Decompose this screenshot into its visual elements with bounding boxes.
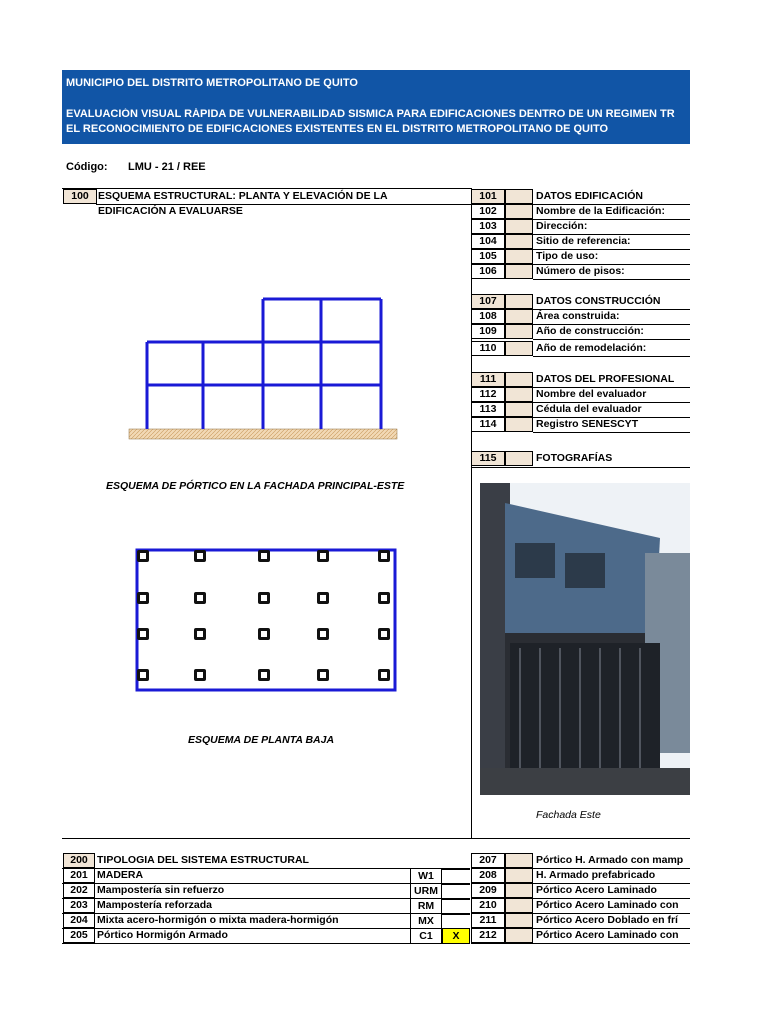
- fotografias-num: 115: [471, 451, 505, 466]
- tipologia-code: URM: [410, 883, 442, 899]
- datos-edificacion-spacer: [505, 249, 533, 264]
- tipologia-num: 203: [63, 898, 95, 913]
- fotografias-rule: [471, 467, 690, 468]
- plan-column-core-3-1: [197, 672, 203, 678]
- tipologia-num: 201: [63, 868, 95, 883]
- plan-schematic: [128, 540, 408, 700]
- datos-profesional-spacer: [505, 402, 533, 417]
- datos-profesional-num: 114: [471, 417, 505, 432]
- datos-construccion-spacer: [505, 341, 533, 356]
- plan-column-core-2-0: [140, 631, 146, 637]
- datos-construccion-num: 109: [471, 324, 505, 339]
- tipologia-right-label: H. Armado prefabricado: [536, 869, 656, 881]
- datos-profesional-num: 111: [471, 372, 505, 387]
- tipologia-right-label: Pórtico Acero Laminado con: [536, 929, 679, 941]
- tipologia-right-spacer: [505, 853, 533, 868]
- codigo-value: LMU - 21 / REE: [128, 161, 206, 173]
- datos-construccion-label: Año de construcción:: [536, 325, 644, 337]
- datos-construccion-num: 110: [471, 341, 505, 356]
- datos-profesional-label: DATOS DEL PROFESIONAL: [536, 373, 675, 385]
- datos-edificacion-label: Nombre de la Edificación:: [536, 205, 665, 217]
- plan-column-core-2-4: [381, 631, 387, 637]
- form-title: EVALUACIÓN VISUAL RÁPIDA DE VULNERABILIDAD SISMICA PARA EDIFICACIONES DENTRO DE UN REGIMEN TR: [66, 108, 675, 120]
- datos-edificacion-num: 101: [471, 189, 505, 204]
- plan-column-core-0-3: [320, 553, 326, 559]
- plan-column-core-2-1: [197, 631, 203, 637]
- datos-profesional-label: Cédula del evaluador: [536, 403, 642, 415]
- fotografias-spacer: [505, 451, 533, 466]
- datos-edificacion-rule: [533, 279, 690, 280]
- elevation-schematic: [120, 290, 410, 445]
- plan-column-core-0-0: [140, 553, 146, 559]
- datos-construccion-label: DATOS CONSTRUCCIÓN: [536, 295, 661, 307]
- datos-construccion-rule: [533, 356, 690, 357]
- datos-profesional-spacer: [505, 387, 533, 402]
- datos-construccion-spacer: [505, 324, 533, 339]
- datos-edificacion-label: Dirección:: [536, 220, 588, 232]
- datos-construccion-num: 107: [471, 294, 505, 309]
- plan-column-core-3-0: [140, 672, 146, 678]
- tipologia-right-num: 212: [471, 928, 505, 943]
- tipologia-right-num: 208: [471, 868, 505, 883]
- tipologia-label: TIPOLOGIA DEL SISTEMA ESTRUCTURAL: [97, 854, 309, 866]
- tipologia-label: Mixta acero-hormigón o mixta madera-hormigón: [97, 914, 339, 926]
- tipologia-right-spacer: [505, 913, 533, 928]
- plan-column-core-3-3: [320, 672, 326, 678]
- plan-column-core-3-4: [381, 672, 387, 678]
- datos-edificacion-spacer: [505, 234, 533, 249]
- section100-bottom-border: [62, 838, 690, 839]
- datos-profesional-spacer: [505, 372, 533, 387]
- plan-column-core-3-2: [261, 672, 267, 678]
- document-header: [62, 70, 690, 144]
- tipologia-right-num: 211: [471, 913, 505, 928]
- section100-number: 100: [63, 189, 97, 204]
- section100-right-border: [471, 188, 472, 838]
- building-photo: [480, 483, 690, 795]
- datos-edificacion-spacer: [505, 219, 533, 234]
- datos-edificacion-num: 106: [471, 264, 505, 279]
- tipologia-num: 202: [63, 883, 95, 898]
- municipality-title: MUNICIPIO DEL DISTRITO METROPOLITANO DE QUITO: [66, 77, 358, 89]
- datos-edificacion-label: DATOS EDIFICACIÓN: [536, 190, 643, 202]
- tipologia-right-label: Pórtico Acero Laminado con: [536, 899, 679, 911]
- tipologia-code: MX: [410, 913, 442, 929]
- tipologia-num: 200: [63, 853, 95, 868]
- tipologia-right-num: 207: [471, 853, 505, 868]
- plan-column-core-2-3: [320, 631, 326, 637]
- tipologia-label: Pórtico Hormigón Armado: [97, 929, 228, 941]
- plan-caption: ESQUEMA DE PLANTA BAJA: [188, 734, 335, 746]
- datos-edificacion-label: Sitio de referencia:: [536, 235, 631, 247]
- plan-column-core-1-3: [320, 595, 326, 601]
- tipologia-label: Mampostería sin refuerzo: [97, 884, 225, 896]
- datos-profesional-num: 112: [471, 387, 505, 402]
- datos-edificacion-num: 104: [471, 234, 505, 249]
- datos-profesional-num: 113: [471, 402, 505, 417]
- datos-construccion-num: 108: [471, 309, 505, 324]
- datos-edificacion-spacer: [505, 204, 533, 219]
- tipologia-mark[interactable]: [442, 883, 470, 885]
- section100-title: ESQUEMA ESTRUCTURAL: PLANTA Y ELEVACIÓN DE LA: [98, 190, 388, 202]
- tipologia-right-num: 210: [471, 898, 505, 913]
- datos-edificacion-num: 102: [471, 204, 505, 219]
- tipologia-right-num: 209: [471, 883, 505, 898]
- codigo-label: Código:: [66, 161, 108, 173]
- elevation-caption: ESQUEMA DE PÓRTICO EN LA FACHADA PRINCIPAL-ESTE: [106, 480, 405, 492]
- datos-profesional-spacer: [505, 417, 533, 432]
- tipologia-right-spacer: [505, 928, 533, 943]
- tipologia-num: 204: [63, 913, 95, 928]
- tipologia-right-rule: [471, 943, 690, 944]
- tipologia-code: W1: [410, 868, 442, 884]
- tipologia-right-spacer: [505, 883, 533, 898]
- photo-caption: Fachada Este: [536, 809, 601, 821]
- tipologia-code: C1: [410, 928, 442, 944]
- datos-construccion-spacer: [505, 294, 533, 309]
- datos-edificacion-label: Número de pisos:: [536, 265, 625, 277]
- tipologia-mark[interactable]: X: [442, 928, 470, 944]
- datos-profesional-rule: [533, 432, 690, 433]
- datos-edificacion-num: 105: [471, 249, 505, 264]
- datos-profesional-label: Nombre del evaluador: [536, 388, 647, 400]
- datos-construccion-spacer: [505, 309, 533, 324]
- tipologia-rule: [62, 943, 470, 944]
- datos-edificacion-num: 103: [471, 219, 505, 234]
- tipologia-mark[interactable]: [442, 868, 470, 870]
- datos-construccion-rule: [533, 339, 690, 340]
- datos-edificacion-spacer: [505, 189, 533, 204]
- fotografias-label: FOTOGRAFÍAS: [536, 452, 613, 464]
- plan-column-core-1-0: [140, 595, 146, 601]
- tipologia-right-label: Pórtico H. Armado con mamp: [536, 854, 684, 866]
- plan-column-core-1-2: [261, 595, 267, 601]
- tipologia-label: MADERA: [97, 869, 144, 881]
- tipologia-right-spacer: [505, 898, 533, 913]
- datos-profesional-label: Registro SENESCYT: [536, 418, 639, 430]
- section100-title-line2: EDIFICACIÓN A EVALUARSE: [98, 205, 243, 217]
- form-subtitle: EL RECONOCIMIENTO DE EDIFICACIONES EXISTENTES EN EL DISTRITO METROPOLITANO DE QUITO: [66, 123, 609, 135]
- plan-column-core-0-4: [381, 553, 387, 559]
- tipologia-num: 205: [63, 928, 95, 943]
- tipologia-mark[interactable]: [442, 913, 470, 915]
- plan-column-core-1-4: [381, 595, 387, 601]
- plan-column-core-0-2: [261, 553, 267, 559]
- tipologia-mark[interactable]: [442, 898, 470, 900]
- plan-column-core-2-2: [261, 631, 267, 637]
- datos-construccion-label: Año de remodelación:: [536, 342, 647, 354]
- tipologia-right-label: Pórtico Acero Laminado: [536, 884, 657, 896]
- datos-edificacion-label: Tipo de uso:: [536, 250, 599, 262]
- datos-edificacion-spacer: [505, 264, 533, 279]
- plan-column-core-1-1: [197, 595, 203, 601]
- tipologia-code: RM: [410, 898, 442, 914]
- datos-construccion-label: Área construida:: [536, 310, 620, 322]
- plan-column-core-0-1: [197, 553, 203, 559]
- tipologia-label: Mampostería reforzada: [97, 899, 212, 911]
- tipologia-right-label: Pórtico Acero Doblado en frí: [536, 914, 678, 926]
- tipologia-right-spacer: [505, 868, 533, 883]
